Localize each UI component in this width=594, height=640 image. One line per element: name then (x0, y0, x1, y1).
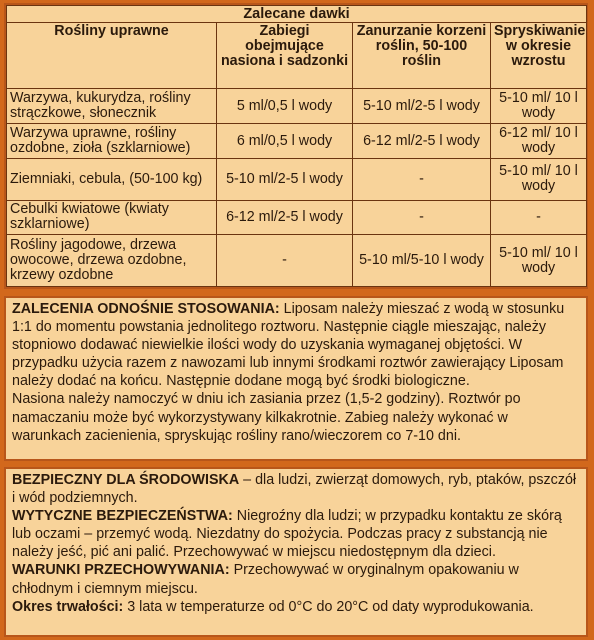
table-row (7, 89, 587, 124)
guidelines-heading: WYTYCZNE BEZPIECZEŃSTWA: (12, 508, 233, 525)
shelf-life-body: 3 lata w temperaturze od 0°C do 20°C od daty wyprodukowania. (123, 598, 534, 615)
seeds-dose-cell: 6 ml/0,5 l wody (217, 124, 353, 159)
plant-cell: Rośliny jagodowe, drzewa owocowe, drzewa ozdobne, krzewy ozdobne (7, 235, 217, 287)
table-row (7, 235, 587, 287)
spray-dose-cell: 5-10 ml/ 10 l wody (491, 159, 587, 200)
spray-dose-cell: 5-10 ml/ 10 l wody (491, 235, 587, 287)
spray-dose-cell: 6-12 ml/ 10 l wody (491, 124, 587, 159)
usage-recommendations-panel (4, 296, 588, 461)
plant-cell: Ziemniaki, cebula, (50-100 kg) (7, 159, 217, 200)
column-header-plants: Rośliny uprawne (7, 23, 217, 89)
table-row (7, 159, 587, 200)
seeds-dose-cell: 5 ml/0,5 l wody (217, 89, 353, 124)
plant-cell: Cebulki kwiatowe (kwiaty szklarniowe) (7, 200, 217, 235)
usage-heading: ZALECENIA ODNOŚNIE STOSOWANIA: (12, 301, 280, 317)
shelf-life-paragraph (12, 598, 580, 616)
column-header-spray: Spryskiwanie w okresie wzrostu (491, 23, 587, 89)
usage-paragraph-2 (12, 390, 580, 444)
shelf-life-heading: Okres trwałości: (12, 598, 124, 615)
safety-panel (4, 467, 588, 637)
storage-body: Przechowywać w oryginalnym opakowaniu w chłodnym i ciemnym miejscu. (12, 562, 519, 597)
column-header-roots: Zanurzanie korzeni roślin, 50-100 roślin (353, 23, 491, 89)
usage-body: Liposam należy mieszać z wodą w stosunku 1:1 do momentu powstania jednolitego roztworu. Następnie ciągle mieszając, należy stopniowo dodawać niewielkie ilości wody do uzyskania wymaganej objętości. W przypadku użycia razem z nawozami lub innymi środkami roztwór zawierający Liposam należy dodać na końcu. Następnie dodane mogą być środki biologiczne. (12, 301, 565, 390)
column-header-seeds: Zabiegi obejmujące nasiona i sadzonki (217, 23, 353, 89)
doses-table-panel (4, 3, 588, 289)
seeds-dose-cell: 5-10 ml/2-5 l wody (217, 159, 353, 200)
guidelines-paragraph (12, 507, 580, 561)
table-row (7, 124, 587, 159)
roots-dose-cell: 6-12 ml/2-5 l wody (353, 124, 491, 159)
plant-cell: Warzywa, kukurydza, rośliny strączkowe, słonecznik (7, 89, 217, 124)
seeds-dose-cell: - (217, 235, 353, 287)
spray-dose-cell: - (491, 200, 587, 235)
usage-body-2: Nasiona należy namoczyć w dniu ich zasiania przez (1,5-2 godziny). Roztwór po namaczaniu może być wykorzystywany kilkakrotnie. Zabieg należy wykonać w warunkach zacienienia, spryskując rośliny rano/wieczorem co 7-10 dni. (12, 391, 521, 444)
roots-dose-cell: 5-10 ml/2-5 l wody (353, 89, 491, 124)
doses-table-title: Zalecane dawki (7, 6, 587, 23)
environment-heading: BEZPIECZNY DLA ŚRODOWISKA (12, 472, 240, 488)
storage-heading: WARUNKI PRZECHOWYWANIA: (12, 562, 230, 579)
environment-paragraph (12, 471, 580, 507)
plant-cell: Warzywa uprawne, rośliny ozdobne, zioła (szklarniowe) (7, 124, 217, 159)
environment-body: – dla ludzi, zwierząt domowych, ryb, ptaków, pszczół i wód podziemnych. (12, 472, 577, 507)
roots-dose-cell: - (353, 159, 491, 200)
storage-paragraph (12, 561, 580, 597)
table-row (7, 200, 587, 235)
spray-dose-cell: 5-10 ml/ 10 l wody (491, 89, 587, 124)
usage-paragraph (12, 300, 580, 390)
doses-table (6, 5, 587, 287)
roots-dose-cell: 5-10 ml/5-10 l wody (353, 235, 491, 287)
guidelines-body: Niegroźny dla ludzi; w przypadku kontaktu ze skórą lub oczami – przemyć wodą. Niezdatny do spożycia. Podczas pracy z substancją nie należy jeść, pić ani palić. Przechowywać w miejscu niedostępnym dla dzieci. (12, 508, 562, 561)
seeds-dose-cell: 6-12 ml/2-5 l wody (217, 200, 353, 235)
roots-dose-cell: - (353, 200, 491, 235)
